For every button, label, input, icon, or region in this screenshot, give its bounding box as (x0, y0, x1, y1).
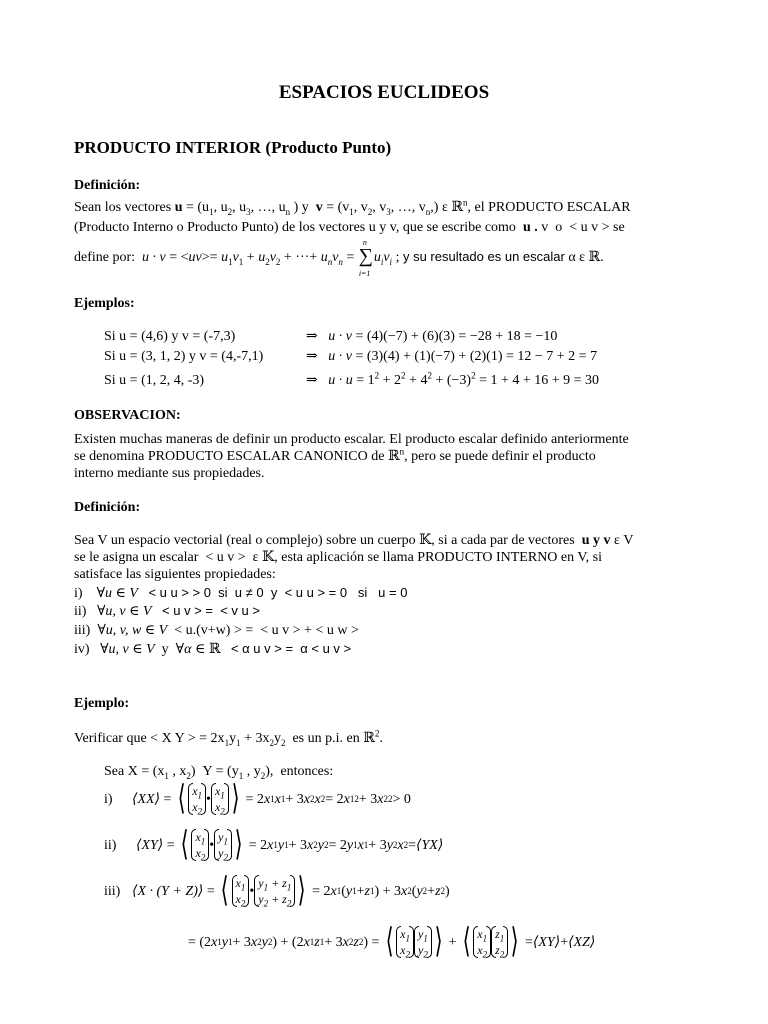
property-2: ii) ∀u, v ∈ V < u v > = < v u > (74, 603, 260, 619)
example-heading: Ejemplo: (74, 696, 130, 711)
example-setup: Sea $X = (x_1$ , $x_2$) $Y = (y_1$ , $y_2$), entonces: (104, 764, 334, 781)
equation-i: i) ⟨XX⟩ = ⟨ $x_1$ $x_2$ • $x_1$ $x_2$ ⟩ = 2 x 1 x 1 + 3 x 2 x 2 = 2 x 1 2 + 3 x 2 2 > 0 (104, 780, 411, 817)
example-statement: Verificar que < X Y > = $2x_1y_1 + 3x_2y_2$ es un p.i. en ℝ$^2$. (74, 728, 383, 748)
definition-2-line-3: satisface las siguientes propiedades: (74, 567, 276, 582)
example-row-1-right: ⇒ u · v = (4)(−7) + (6)(3) = −28 + 18 = −10 (306, 329, 558, 344)
example-row-1-left: Si u = (4,6) y v = (-7,3) (104, 329, 236, 344)
example-row-2-right: ⇒ u · v = (3)(4) + (1)(−7) + (2)(1) = 12 − 7 + 2 = 7 (306, 349, 598, 364)
observation-line-2: se denomina PRODUCTO ESCALAR CANONICO de ℝ$^n$, pero se puede definir el producto (74, 446, 596, 464)
section-heading: PRODUCTO INTERIOR (Producto Punto) (74, 138, 392, 157)
property-3: iii) ∀u, v, w ∈ V < u.(v+w) > = < u v > + < u w > (74, 623, 359, 638)
equation-iii: iii) ⟨X · (Y + Z)⟩ = ⟨ $x_1$ $x_2$ • $y_1 + z_1$ $y_2 + z_2$ ⟩ = 2 x 1 ( y 1 + z 1 ) + 3 x 2 ( y 2 + z 2 ) (104, 872, 450, 909)
observation-line-3: interno mediante sus propiedades. (74, 466, 265, 481)
property-1: i) ∀u ∈ V < u u > > 0 si u ≠ 0 y < u u > = 0 si u = 0 (74, 585, 408, 601)
example-row-3-left: Si u = (1, 2, 4, -3) (104, 373, 205, 388)
equation-iii-continuation: = (2 x 1 y 1 + 3 x 2 y 2 ) + (2 x 1 z 1 + 3 x 2 z 2 ) = ⟨ $x_1$ $x_2$ $y_1$ $y_2$ ⟩ + ⟨ $x_1$ $x_2$ $z_1$ $z_2$ ⟩ = ⟨XY⟩ + ⟨XZ⟩ (188, 923, 596, 960)
observation-heading: OBSERVACION: (74, 408, 181, 423)
definition-2-line-2: se le asigna un escalar < u v > ε 𝕂, esta aplicación se llama PRODUCTO INTERNO en V, si (74, 549, 603, 565)
definition-1-line-2: (Producto Interno o Producto Punto) de los vectores u y v, que se escribe como u . v o < u v > se (74, 220, 625, 235)
definition-heading-1: Definición: (74, 178, 141, 193)
example-row-2-left: Si u = (3, 1, 2) y v = (4,-7,1) (104, 349, 264, 364)
definition-1-line-1: Sean los vectores $u = (u_1$, $u_2$, $u_3$, …, $u_n$ ) y $v = (v_1$, $v_2$, $v_3$, …, $v_n$,) ε ℝ$^n$, el PRODUCTO ESCALAR (74, 197, 631, 217)
observation-line-1: Existen muchas maneras de definir un producto escalar. El producto escalar definido anteriormente (74, 432, 629, 447)
property-4: iv) ∀u, v ∈ V y ∀α ∈ ℝ < α u v > = α < u v > (74, 641, 352, 657)
definition-1-line-3: define por: $u \cdot v = <uv>= u_1v_1 + u_2v_2$ + ···+ $u_nv_n$ = n ∑ i=1 $u_iv_i$ ; y su resultado es un escalar α ε ℝ. (74, 238, 604, 279)
definition-heading-2: Definición: (74, 500, 141, 515)
examples-heading: Ejemplos: (74, 296, 135, 311)
equation-ii: ii) ⟨XY⟩ = ⟨ $x_1$ $x_2$ • $y_1$ $y_2$ ⟩ = 2 x 1 y 1 + 3 x 2 y 2 = 2 y 1 x 1 + 3 y 2 x 2 = ⟨YX⟩ (104, 826, 444, 863)
example-row-3-right: ⇒ $u \cdot u = 1^2 + 2^2 + 4^2 + (-3)^2 = 1 + 4 + 16 + 9 = 30$ (306, 370, 600, 388)
definition-2-line-1: Sea V un espacio vectorial (real o complejo) sobre un cuerpo 𝕂, si a cada par de vectores u y v ε V (74, 532, 634, 548)
page-title: ESPACIOS EUCLIDEOS (278, 82, 490, 103)
